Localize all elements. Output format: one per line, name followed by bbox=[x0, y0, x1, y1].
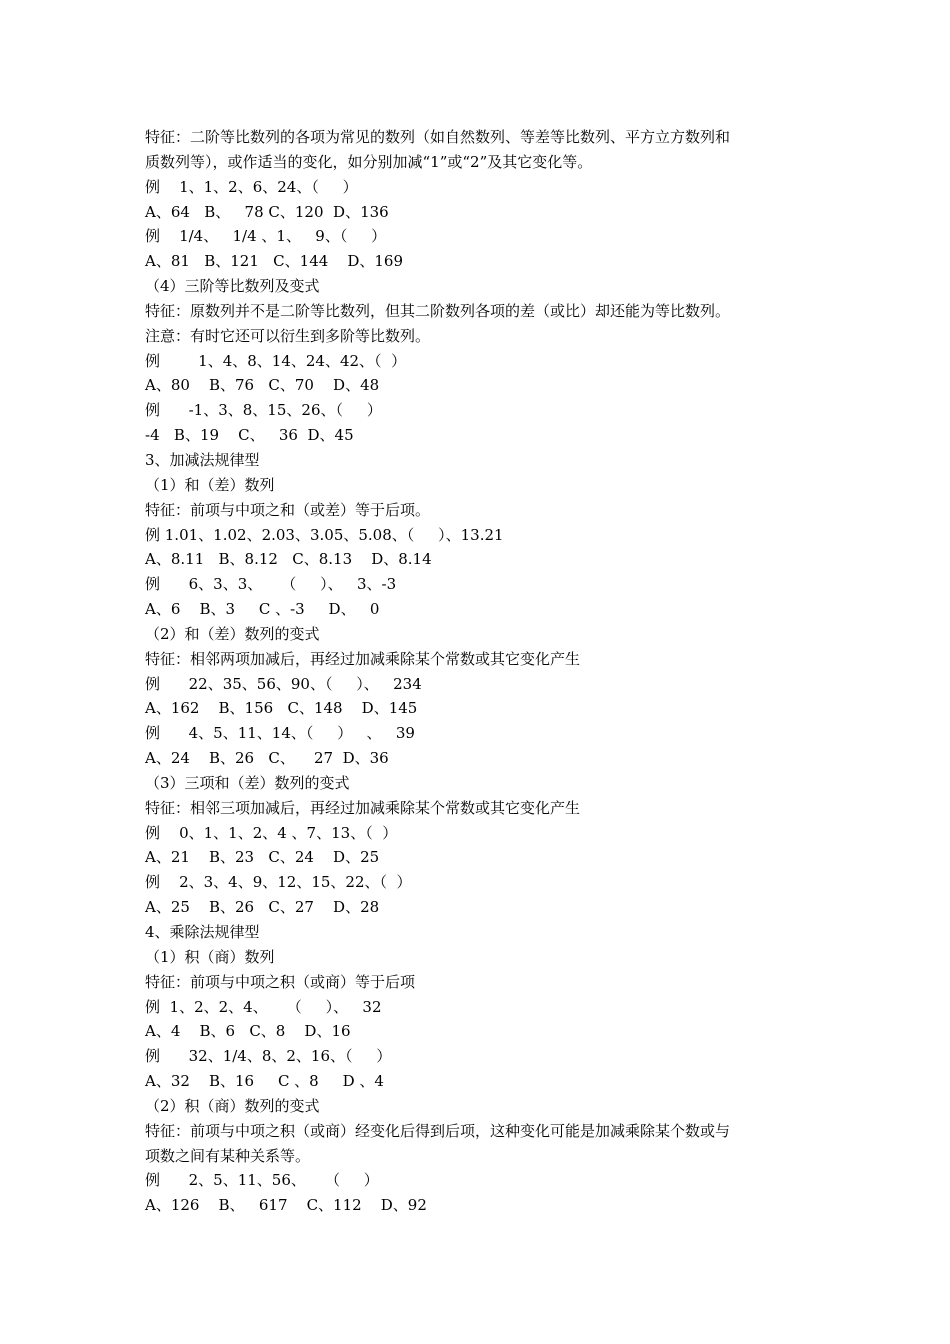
document-body bbox=[145, 125, 815, 1218]
example-question: 例 1.01、1.02、2.03、3.05、5.08、（ ）、13.21 bbox=[145, 525, 504, 544]
answer-options: A、8.11 B、8.12 C、8.13 D、8.14 bbox=[145, 550, 432, 569]
feature-text: 质数列等），或作适当的变化，如分别加减“1”或“2”及其它变化等。 bbox=[145, 152, 593, 171]
example-question: 例 1、2、2、4、 （ ）、 32 bbox=[145, 997, 382, 1016]
subsection-heading: （2）和（差）数列的变式 bbox=[145, 624, 320, 643]
answer-options: A、81 B、121 C、144 D、169 bbox=[145, 252, 404, 271]
feature-text: 特征：前项与中项之和（或差）等于后项。 bbox=[145, 500, 431, 519]
answer-options: A、64 B、 78 C、120 D、136 bbox=[145, 202, 389, 221]
answer-options: A、25 B、26 C、27 D、28 bbox=[145, 898, 380, 917]
example-question: 例 32、1/4、8、2、16、（ ） bbox=[145, 1047, 392, 1066]
example-question: 例 1、4、8、14、24、42、（ ） bbox=[145, 351, 407, 370]
answer-options: A、6 B、3 C 、-3 D、 0 bbox=[145, 600, 380, 619]
feature-text: 特征：相邻三项加减后，再经过加减乘除某个常数或其它变化产生 bbox=[145, 798, 581, 817]
answer-options: A、24 B、26 C、 27 D、36 bbox=[145, 749, 389, 768]
example-question: 例 1/4、 1/4 、1、 9、（ ） bbox=[145, 227, 387, 246]
answer-options: A、80 B、76 C、70 D、48 bbox=[145, 376, 380, 395]
answer-options: A、21 B、23 C、24 D、25 bbox=[145, 848, 380, 867]
subsection-heading: （2）积（商）数列的变式 bbox=[145, 1096, 320, 1115]
example-question: 例 2、3、4、9、12、15、22、（ ） bbox=[145, 873, 412, 892]
subsection-heading: （1）和（差）数列 bbox=[145, 475, 275, 494]
answer-options: A、162 B、156 C、148 D、145 bbox=[145, 699, 418, 718]
example-question: 例 -1、3、8、15、26、（ ） bbox=[145, 401, 382, 420]
answer-options: A、32 B、16 C 、8 D 、4 bbox=[145, 1072, 384, 1091]
section-heading: 3、加减法规律型 bbox=[145, 450, 260, 469]
answer-options: -4 B、19 C、 36 D、45 bbox=[145, 426, 354, 445]
example-question: 例 22、35、56、90、（ ）、 234 bbox=[145, 674, 422, 693]
feature-text: 特征：原数列并不是二阶等比数列，但其二阶数列各项的差（或比）却还能为等比数列。 bbox=[145, 301, 731, 320]
feature-text: 特征：前项与中项之积（或商）等于后项 bbox=[145, 972, 416, 991]
section-heading: 4、乘除法规律型 bbox=[145, 923, 260, 941]
feature-text: 特征：前项与中项之积（或商）经变化后得到后项，这种变化可能是加减乘除某个数或与 bbox=[145, 1121, 731, 1140]
answer-options: A、4 B、6 C、8 D、16 bbox=[145, 1022, 351, 1041]
subsection-heading: （4）三阶等比数列及变式 bbox=[145, 277, 320, 296]
feature-text: 特征：相邻两项加减后，再经过加减乘除某个常数或其它变化产生 bbox=[145, 649, 581, 668]
example-question: 例 6、3、3、 （ ）、 3、-3 bbox=[145, 575, 397, 594]
subsection-heading: （3）三项和（差）数列的变式 bbox=[145, 773, 350, 792]
example-question: 例 1、1、2、6、24、（ ） bbox=[145, 177, 358, 196]
feature-text: 特征：二阶等比数列的各项为常见的数列（如自然数列、等差等比数列、平方立方数列和 bbox=[145, 128, 731, 146]
answer-options: A、126 B、 617 C、112 D、92 bbox=[145, 1196, 427, 1215]
example-question: 例 2、5、11、56、 （ ） bbox=[145, 1171, 379, 1190]
feature-text: 项数之间有某种关系等。 bbox=[145, 1146, 311, 1165]
subsection-heading: （1）积（商）数列 bbox=[145, 947, 275, 966]
example-question: 例 0、1、1、2、4 、7、13、（ ） bbox=[145, 823, 398, 842]
example-question: 例 4、5、11、14、（ ） 、 39 bbox=[145, 724, 415, 743]
note-text: 注意：有时它还可以衍生到多阶等比数列。 bbox=[145, 326, 431, 345]
